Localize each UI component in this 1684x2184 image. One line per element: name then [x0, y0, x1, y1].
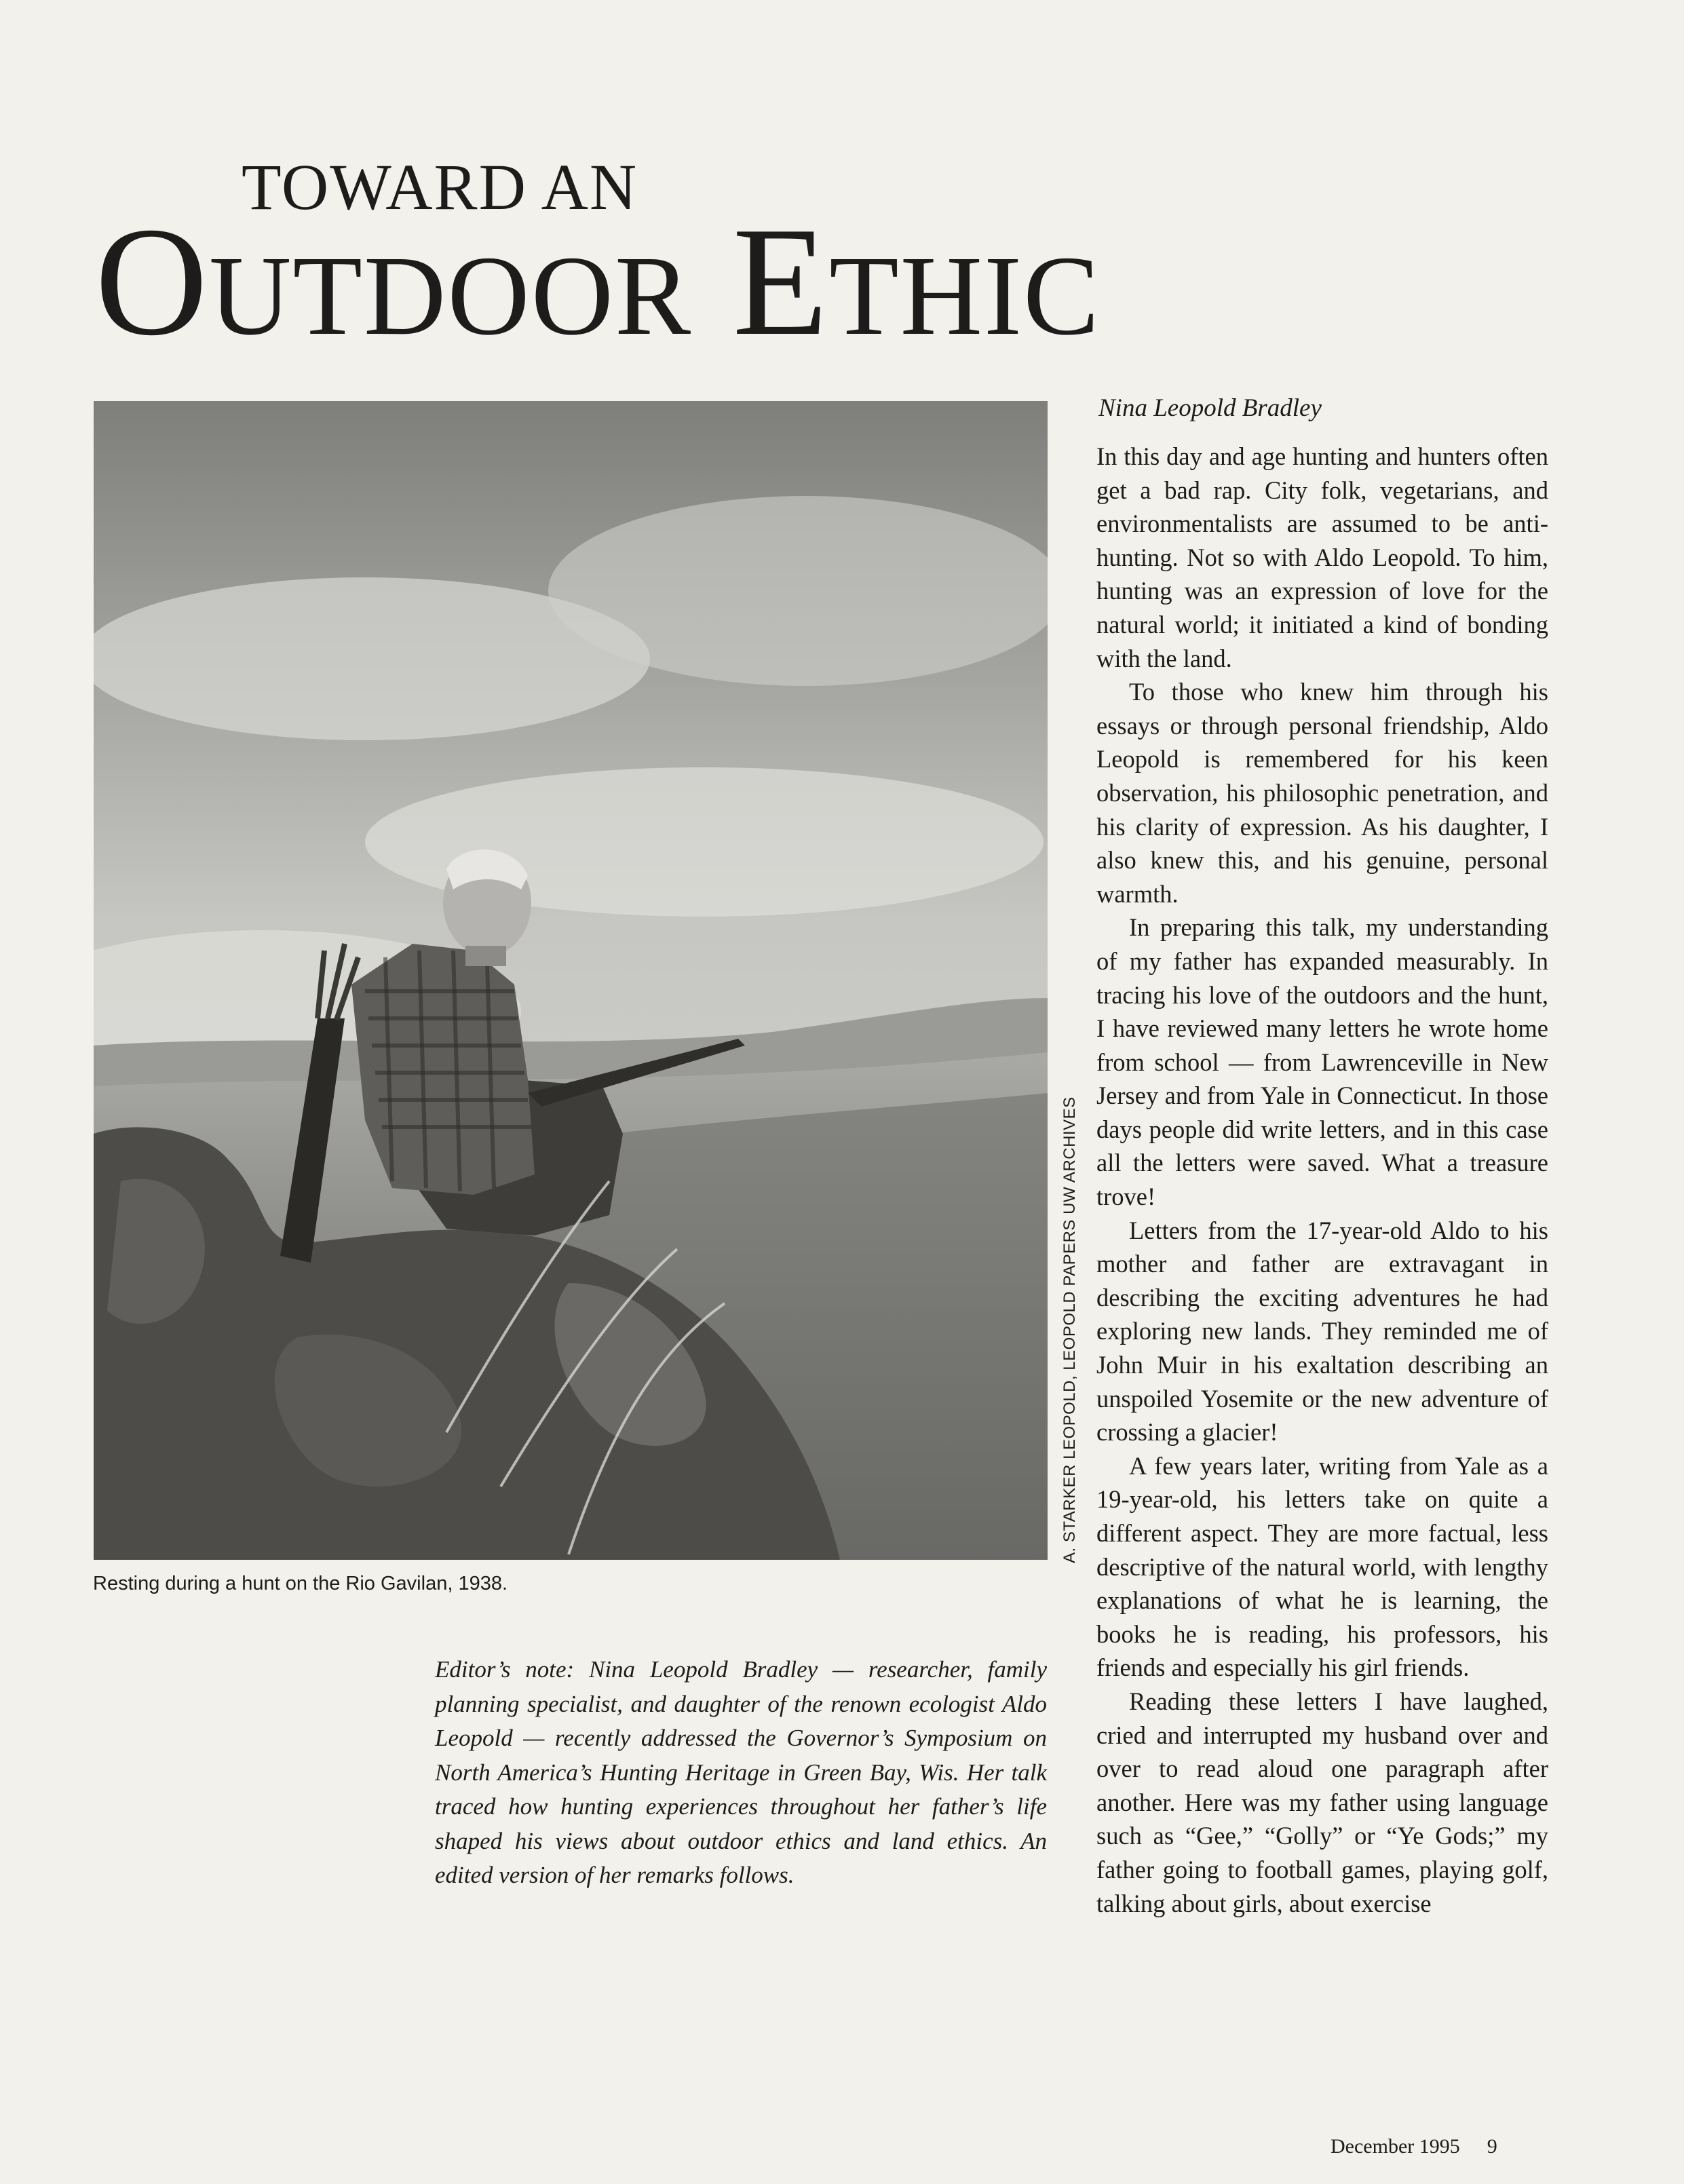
editor-note: Editor’s note: Nina Leopold Bradley — researcher, family planning specialist, and daughter of the renown ecologist Aldo Leopold — recently addressed the Governor’s Symposium on North America’s Hunting Heritage in Green Bay, Wis. Her talk traced how hunting experiences throughout her father’s life shaped his views about outdoor ethics and land ethics. An edited version of her remarks follows.	[435, 1656, 1047, 1888]
photo-illustration	[94, 401, 1048, 1560]
title-word-ethic-rest: THIC	[829, 233, 1101, 359]
title-word-outdoor-rest: UTDOOR	[209, 233, 693, 359]
hunter-photo	[94, 401, 1048, 1560]
photo-credit: A. STARKER LEOPOLD, LEOPOLD PAPERS UW ARCHIVES	[1060, 1096, 1079, 1563]
page-title	[95, 195, 1101, 368]
page-number: 9	[1487, 2135, 1497, 2158]
title-initial-e: E	[732, 195, 830, 368]
byline: Nina Leopold Bradley	[1098, 394, 1322, 422]
paragraph-6: Reading these letters I have laughed, cried and interrupted my husband over and over to read aloud one paragraph after another. Here was my father using language such as “Gee,” “Golly” or “Ye Gods;” my father going to football games, playing golf, talking about girls, about exercise	[1096, 1687, 1548, 1917]
article-body	[1096, 440, 1548, 1920]
issue-date: December 1995	[1331, 2135, 1460, 2158]
paragraph-4: Letters from the 17-year-old Aldo to his mother and father are extravagant in describing the exciting adventures he had exploring new lands. They reminded me of John Muir in his exaltation describing an unspoiled Yosemite or the new adventure of crossing a glacier!	[1096, 1216, 1548, 1447]
paragraph-1: In this day and age hunting and hunters often get a bad rap. City folk, vegetarians, and environmentalists are assumed to be anti-hunting. Not so with Aldo Leopold. To him, hunting was an expression of love for the natural world; it initiated a kind of bonding with the land.	[1096, 442, 1548, 672]
page-footer	[1331, 2135, 1497, 2158]
photo-caption: Resting during a hunt on the Rio Gavilan, 1938.	[93, 1573, 508, 1594]
paragraph-5: A few years later, writing from Yale as a 19-year-old, his letters take on quite a different aspect. They are more factual, less descriptive of the natural world, with lengthy explanations of what he is learning, the books he is reading, his professors, his friends and especially his girl friends.	[1096, 1451, 1548, 1682]
title-line-1: TOWARD AN	[242, 151, 638, 223]
title-initial-o: O	[95, 195, 210, 368]
paragraph-3: In preparing this talk, my understanding of my father has expanded measurably. In tracing his love of the outdoors and the hunt, I have reviewed many letters he wrote home from school — from Lawrenceville in New Jersey and from Yale in Connecticut. In those days people did write letters, and in this case all the letters were saved. What a treasure trove!	[1096, 913, 1548, 1211]
paragraph-2: To those who knew him through his essays or through personal friendship, Aldo Leopold is remembered for his keen observation, his philosophic penetration, and his clarity of expression. As his daughter, I also knew this, and his genuine, personal warmth.	[1096, 678, 1548, 908]
